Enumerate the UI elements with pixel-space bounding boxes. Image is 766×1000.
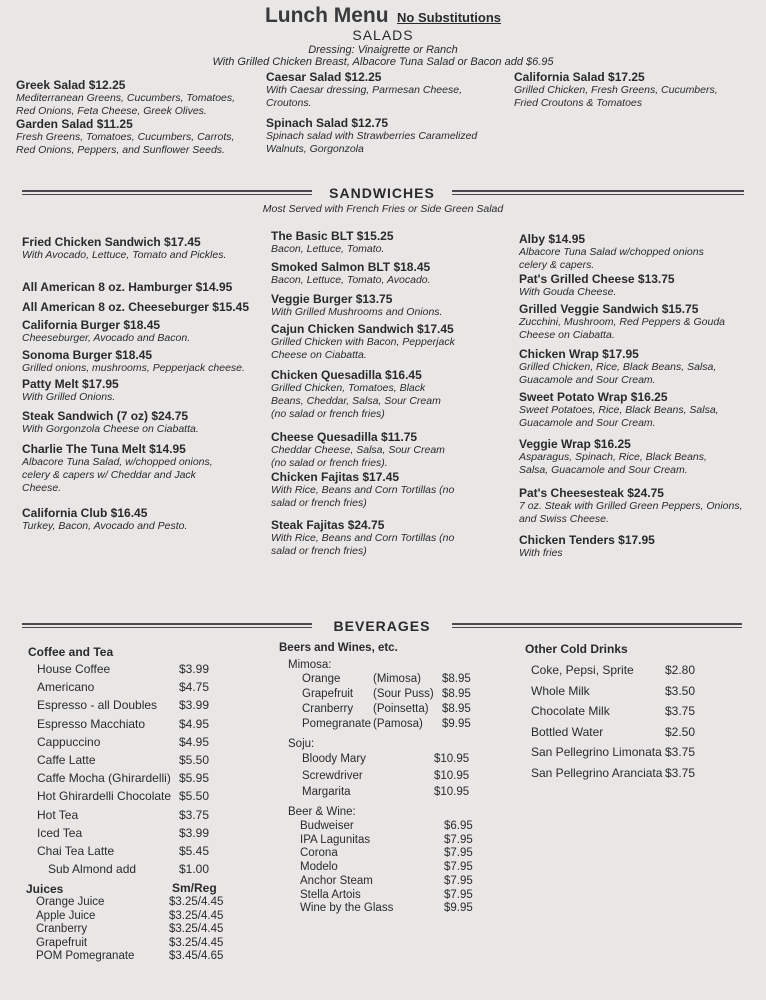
item-desc: Grilled Chicken, Tomatoes, Black Beans, Cheddar, Salsa, Sour Cream (no salad or french fries) (271, 382, 441, 420)
salad-item (16, 78, 256, 118)
item-name: Steak Fajitas $24.75 (271, 518, 385, 532)
beers-wines-title: Beers and Wines, etc. (279, 642, 398, 654)
item-desc: Sweet Potatoes, Rice, Black Beans, Salsa, Guacamole and Sour Cream. (519, 404, 719, 429)
item-desc: With Rice, Beans and Corn Tortillas (no salad or french fries) (271, 532, 455, 557)
item-desc: Mediterranean Greens, Cucumbers, Tomatoes, Red Onions, Feta Cheese, Greek Olives. (16, 92, 236, 117)
cold-drinks-title: Other Cold Drinks (525, 642, 628, 656)
sandwich-item (519, 347, 734, 387)
mimosa-title: Mimosa: (288, 659, 332, 671)
item-name: Patty Melt $17.95 (22, 377, 119, 391)
sandwich-item (271, 260, 496, 287)
item-name: Cajun Chicken Sandwich $17.45 (271, 322, 454, 336)
beverage-price: $3.75 (179, 807, 210, 822)
item-name: California Club $16.45 (22, 506, 148, 520)
sandwich-item (22, 506, 267, 533)
beverage-name: Anchor Steam (300, 874, 373, 887)
beverage-name: Sub Almond add (48, 862, 137, 877)
sandwich-item (22, 442, 227, 495)
item-desc: Grilled Chicken with Bacon, Pepperjack Cheese on Ciabatta. (271, 336, 455, 361)
beverage-alt-name: (Poinsetta) (373, 703, 429, 715)
beer-wine-title: Beer & Wine: (288, 806, 356, 818)
juices-title: Juices (26, 882, 64, 896)
beverage-price: $7.95 (444, 861, 473, 874)
beverage-price: $8.95 (442, 673, 471, 685)
item-desc: With Grilled Onions. (22, 391, 116, 403)
beverage-price: $3.99 (179, 698, 210, 713)
item-desc: Turkey, Bacon, Avocado and Pesto. (22, 520, 188, 532)
beverage-name: Cappuccino (37, 734, 101, 749)
sandwich-item (519, 390, 734, 430)
sandwich-item (519, 232, 719, 272)
item-desc: Bacon, Lettuce, Tomato, Avocado. (271, 274, 431, 286)
item-name: Cheese Quesadilla $11.75 (271, 430, 418, 444)
item-name: Pat's Cheesesteak $24.75 (519, 486, 664, 500)
item-name: Chicken Quesadilla $16.45 (271, 368, 422, 382)
title-text: Lunch Menu (264, 4, 389, 27)
item-desc: Bacon, Lettuce, Tomato. (271, 243, 385, 255)
sandwich-item (22, 377, 267, 404)
item-desc: With fries (519, 547, 563, 559)
item-desc: With Caesar dressing, Parmesan Cheese, Croutons. (266, 84, 462, 109)
sandwiches-subheading: Most Served with French Fries or Side Green Salad (262, 203, 504, 215)
sandwich-item (519, 486, 751, 526)
beverage-price: $4.75 (179, 680, 210, 695)
soju-title: Soju: (288, 738, 315, 750)
item-desc: With Gouda Cheese. (519, 286, 617, 298)
item-desc: With Gorgonzola Cheese on Ciabatta. (22, 423, 199, 435)
item-name: Chicken Wrap $17.95 (519, 347, 639, 361)
coffee-tea-title: Coffee and Tea (28, 645, 114, 659)
beverage-name: Cranberry (36, 923, 88, 936)
beverage-price: $3.75 (665, 704, 696, 718)
item-name: Chicken Fajitas $17.45 (271, 470, 400, 484)
beverage-price: $7.95 (444, 874, 473, 887)
salad-item (266, 116, 506, 156)
beverage-price: $7.95 (444, 888, 473, 901)
item-name: Fried Chicken Sandwich $17.45 (22, 235, 201, 249)
beverage-price: $5.50 (179, 789, 210, 804)
beverage-name: Iced Tea (37, 825, 83, 840)
beverage-name: Budweiser (300, 820, 354, 832)
sandwich-item (519, 272, 739, 299)
beverage-name: Wine by the Glass (300, 902, 394, 915)
beverage-price: $6.95 (444, 820, 473, 832)
dressing-note: Dressing: Vinaigrette or Ranch (308, 44, 458, 56)
item-name: Caesar Salad $12.25 (266, 70, 382, 84)
item-name: The Basic BLT $15.25 (271, 229, 394, 243)
sandwich-item (271, 470, 471, 510)
beverage-price: $1.00 (179, 862, 210, 877)
item-desc: With Grilled Mushrooms and Onions. (271, 306, 443, 318)
beverage-price: $3.99 (179, 662, 210, 676)
beverage-price: $4.95 (179, 734, 210, 749)
beverage-name: Orange Juice (36, 896, 105, 908)
item-desc: Albacore Tuna Salad, w/chopped onions, celery & capers w/ Cheddar and Jack Cheese. (22, 456, 213, 494)
item-desc: Spinach salad with Strawberries Caramelized Walnuts, Gorgonzola (266, 130, 478, 155)
item-name: All American 8 oz. Hamburger $14.95 (22, 280, 233, 294)
item-name: Sonoma Burger $18.45 (22, 348, 153, 362)
sandwich-item (22, 318, 267, 345)
beverage-name: Modelo (300, 861, 338, 874)
beverage-price: $10.95 (434, 786, 470, 798)
beverage-name: Bloody Mary (302, 753, 366, 765)
item-name: Alby $14.95 (519, 232, 586, 246)
beverage-name: Coke, Pepsi, Sprite (531, 663, 634, 677)
sandwich-item (271, 430, 456, 470)
item-desc: Asparagus, Spinach, Rice, Black Beans, Salsa, Guacamole and Sour Cream. (519, 451, 707, 476)
beverage-alt-name: (Mimosa) (373, 673, 421, 685)
beverage-name: Americano (37, 680, 95, 695)
beverage-name: Pomegranate (302, 718, 372, 730)
beverage-name: Whole Milk (531, 683, 590, 698)
beverage-price: $9.95 (442, 718, 471, 730)
item-name: Smoked Salmon BLT $18.45 (271, 260, 431, 274)
no-substitutions: No Substitutions (397, 10, 502, 25)
beverage-price: $5.95 (179, 771, 210, 786)
addon-note: With Grilled Chicken Breast, Albacore Tuna Salad or Bacon add $6.95 (212, 56, 554, 68)
section-rule-left (22, 190, 312, 195)
sandwich-item (271, 229, 496, 256)
item-name: Pat's Grilled Cheese $13.75 (519, 272, 675, 286)
item-desc: Grilled Chicken, Rice, Black Beans, Salsa, Guacamole and Sour Cream. (519, 361, 717, 386)
sandwich-item (271, 518, 471, 558)
beverage-price: $9.95 (444, 902, 473, 915)
item-name: All American 8 oz. Cheeseburger $15.45 (22, 300, 249, 314)
item-name: Grilled Veggie Sandwich $15.75 (519, 302, 699, 316)
item-name: Garden Salad $11.25 (16, 117, 133, 131)
sandwich-item (22, 300, 267, 314)
item-desc: Grilled Chicken, Fresh Greens, Cucumbers, Fried Croutons & Tomatoes (514, 84, 718, 109)
section-rule-right (452, 623, 742, 628)
beverage-name: Corona (300, 847, 338, 860)
item-desc: Zucchini, Mushroom, Red Peppers & Gouda Cheese on Ciabatta. (519, 316, 726, 341)
section-rule-right (452, 190, 744, 195)
beverage-name: Grapefruit (302, 688, 354, 700)
beverage-price: $2.50 (665, 724, 696, 739)
beverage-price: $5.50 (179, 753, 210, 767)
beverage-name: Espresso Macchiato (37, 716, 146, 731)
item-name: Chicken Tenders $17.95 (519, 533, 655, 547)
beverage-price: $3.45/4.65 (169, 950, 224, 963)
sandwich-item (22, 280, 267, 294)
item-name: Greek Salad $12.25 (16, 78, 126, 92)
item-desc: Cheeseburger, Avocado and Bacon. (22, 332, 191, 344)
sandwich-item (22, 348, 267, 375)
item-desc: Cheddar Cheese, Salsa, Sour Cream (no salad or french fries). (271, 444, 445, 469)
beverage-price: $3.50 (665, 683, 696, 698)
item-desc: Albacore Tuna Salad w/chopped onions celery & capers. (519, 246, 704, 271)
sandwich-item (271, 368, 451, 421)
beverage-price: $3.25/4.45 (169, 923, 224, 936)
beverage-name: Chai Tea Latte (37, 844, 115, 858)
beverage-price: $3.25/4.45 (169, 896, 224, 908)
item-name: California Salad $17.25 (514, 70, 645, 84)
sandwich-item (22, 409, 267, 436)
beverage-name: Espresso - all Doubles (37, 698, 158, 713)
beverage-price: $2.80 (665, 663, 696, 677)
beverage-price: $10.95 (434, 753, 470, 765)
beverage-name: Grapefruit (36, 936, 88, 949)
beverage-name: Cranberry (302, 703, 354, 715)
beverage-name: Caffe Mocha (Ghirardelli) (37, 771, 171, 786)
sandwich-item (519, 437, 719, 477)
item-name: Steak Sandwich (7 oz) $24.75 (22, 409, 189, 423)
beverage-price: $3.75 (665, 765, 696, 780)
sandwich-item (22, 235, 252, 262)
sandwiches-heading: SANDWICHES (329, 185, 435, 201)
juices-size-label: Sm/Reg (172, 881, 217, 895)
beverage-name: House Coffee (37, 662, 111, 676)
beverage-name: Bottled Water (531, 724, 604, 739)
beverage-alt-name: (Pamosa) (373, 718, 423, 730)
section-rule-left (22, 623, 312, 628)
item-name: Veggie Burger $13.75 (271, 292, 393, 306)
beverage-price: $10.95 (434, 769, 470, 782)
salad-item (514, 70, 744, 110)
item-name: Veggie Wrap $16.25 (519, 437, 631, 451)
beverage-price: $8.95 (442, 703, 471, 715)
beverage-name: Caffe Latte (37, 753, 96, 767)
beverage-name: San Pellegrino Aranciata (531, 765, 663, 780)
salad-item (16, 117, 256, 157)
beverages-heading: BEVERAGES (333, 618, 431, 634)
beverage-price: $3.25/4.45 (169, 936, 224, 949)
beverage-name: San Pellegrino Limonata (531, 745, 662, 759)
item-desc: With Rice, Beans and Corn Tortillas (no salad or french fries) (271, 484, 455, 509)
sandwich-item (519, 302, 734, 342)
beverage-name: Orange (302, 673, 341, 685)
beverage-name: Hot Tea (37, 807, 79, 822)
beverage-name: IPA Lagunitas (300, 833, 371, 846)
sandwich-item (271, 292, 496, 319)
beverage-price: $7.95 (444, 833, 473, 846)
salads-heading: SALADS (352, 27, 414, 43)
beverage-price: $5.45 (179, 844, 210, 858)
beverage-name: Apple Juice (36, 909, 96, 922)
beverage-name: Chocolate Milk (531, 704, 610, 718)
beverage-name: Screwdriver (302, 769, 363, 782)
menu-title (0, 4, 766, 28)
item-name: Sweet Potato Wrap $16.25 (519, 390, 668, 404)
item-desc: Grilled onions, mushrooms, Pepperjack cheese. (22, 362, 245, 374)
beverage-price: $3.75 (665, 745, 696, 759)
beverage-name: Hot Ghirardelli Chocolate (37, 789, 172, 804)
beverage-name: POM Pomegranate (36, 950, 135, 963)
beverage-price: $4.95 (179, 716, 210, 731)
item-desc: Fresh Greens, Tomatoes, Cucumbers, Carrots, Red Onions, Peppers, and Sunflower Seeds. (16, 131, 235, 156)
beverage-price: $3.25/4.45 (169, 909, 224, 922)
sandwich-item (519, 533, 739, 560)
beverage-price: $8.95 (442, 688, 471, 700)
beverage-price: $3.99 (179, 825, 210, 840)
sandwich-item (271, 322, 471, 362)
beverage-name: Stella Artois (300, 888, 361, 901)
beverage-alt-name: (Sour Puss) (373, 688, 434, 700)
salad-item (266, 70, 476, 110)
item-desc: 7 oz. Steak with Grilled Green Peppers, Onions, and Swiss Cheese. (519, 500, 743, 525)
item-name: California Burger $18.45 (22, 318, 161, 332)
item-desc: With Avocado, Lettuce, Tomato and Pickles. (22, 249, 227, 261)
beverage-price: $7.95 (444, 847, 473, 860)
beverage-name: Margarita (302, 786, 351, 798)
item-name: Charlie The Tuna Melt $14.95 (22, 442, 186, 456)
item-name: Spinach Salad $12.75 (266, 116, 389, 130)
